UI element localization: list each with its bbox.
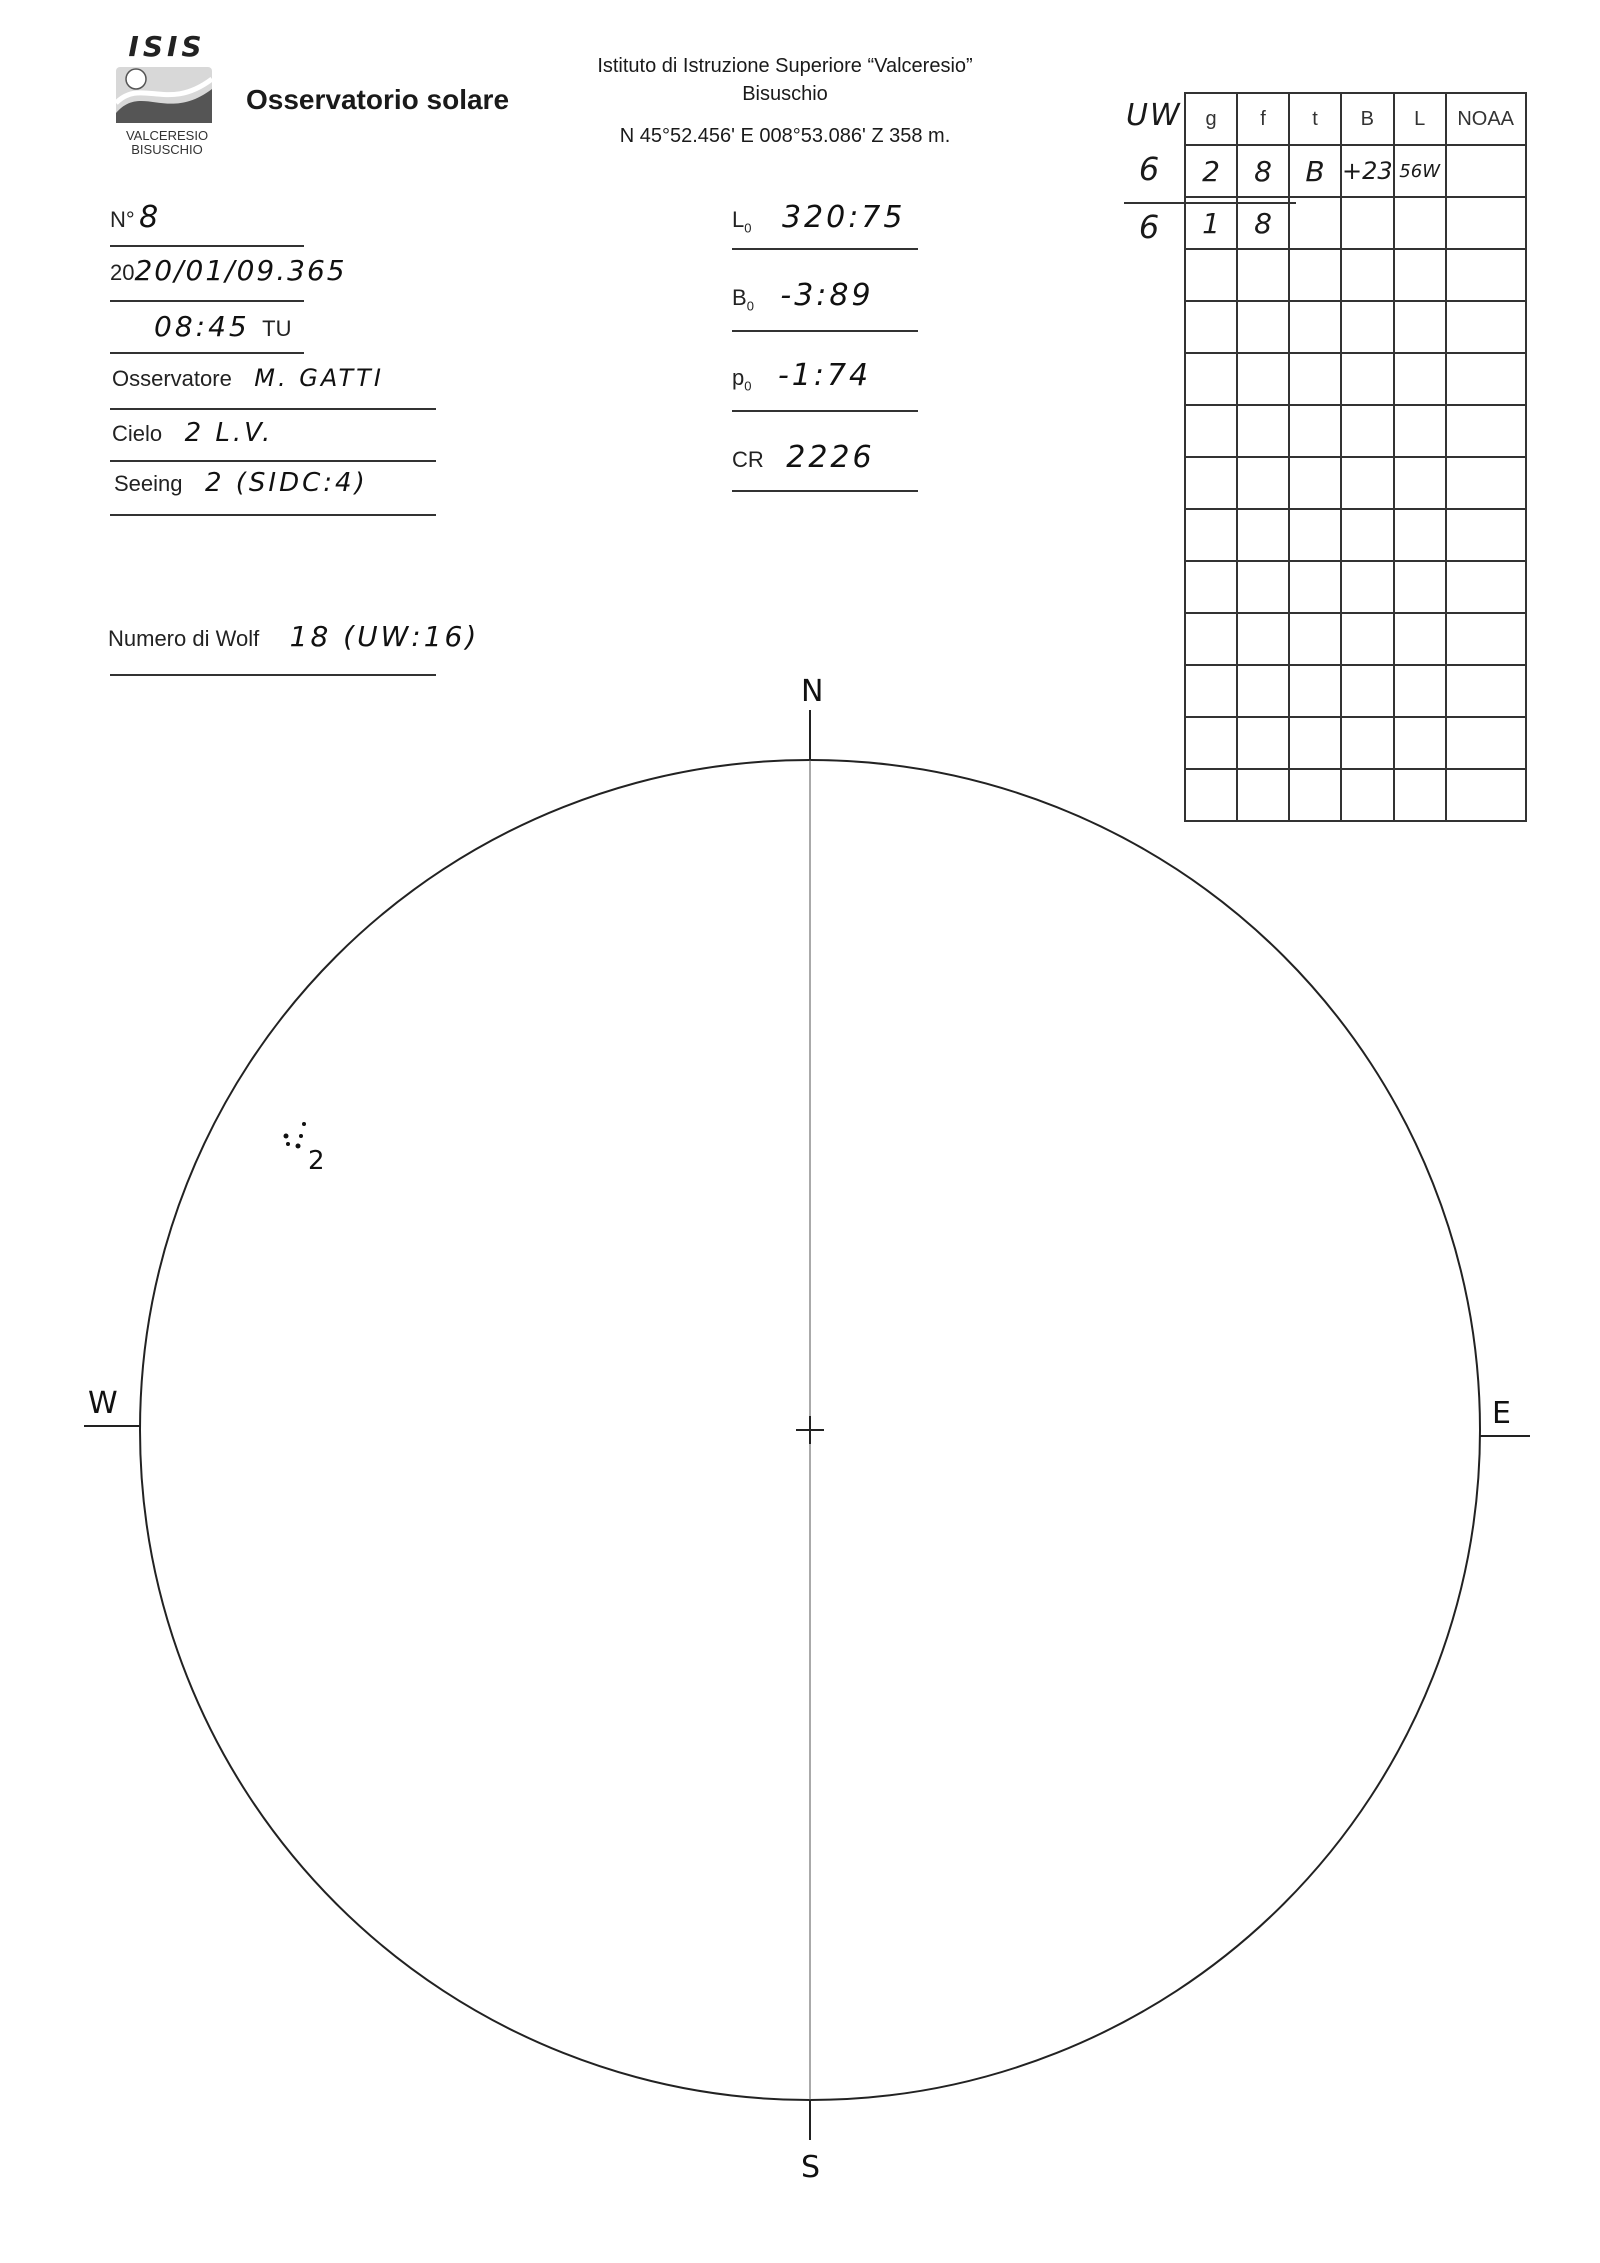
observer-label: Osservatore [112, 366, 232, 391]
wolf-number-value: 18 (UW:16) [289, 620, 480, 653]
date-value: 20/01/09.365 [134, 254, 347, 287]
north-label: N [801, 674, 824, 709]
sunspot-group [284, 1122, 307, 1149]
west-label: W [88, 1386, 118, 1421]
table-cell: 56W [1394, 145, 1446, 197]
time-unit: TU [262, 316, 292, 341]
time-value: 08:45 [154, 310, 250, 343]
wolf-number-label: Numero di Wolf [108, 626, 260, 651]
b0-value: -3:89 [780, 278, 874, 313]
table-cell: B [1289, 145, 1341, 197]
sky-value: 2 L.V. [184, 418, 274, 448]
logo-mark: ISIS [128, 30, 206, 63]
cr-label: CR [732, 447, 764, 472]
sky-label: Cielo [112, 421, 163, 446]
sunspot [296, 1144, 301, 1149]
col-header-f: f [1237, 93, 1289, 145]
table-cell: 8 [1237, 145, 1289, 197]
sunspot [284, 1134, 289, 1139]
seeing-value: 2 (SIDC:4) [204, 468, 368, 498]
logo-town-name: BISUSCHIO [131, 142, 203, 157]
uw-value-row2: 6 [1138, 208, 1160, 246]
l0-value: 320:75 [781, 200, 906, 235]
page-title: Osservatorio solare [246, 84, 510, 115]
cr-value: 2226 [786, 440, 875, 475]
observer-value: M. GATTI [254, 364, 384, 392]
table-cell: 1 [1185, 197, 1237, 249]
uw-value-row1: 6 [1138, 150, 1160, 188]
date-prefix: 20 [110, 260, 135, 285]
col-header-noaa: NOAA [1446, 93, 1526, 145]
report-number-label: N° [110, 207, 135, 232]
seeing-label: Seeing [114, 471, 183, 496]
col-header-g: g [1185, 93, 1237, 145]
p0-value: -1:74 [777, 358, 872, 393]
table-cell: 8 [1237, 197, 1289, 249]
sunspot [286, 1142, 290, 1146]
institute-name: Istituto di Istruzione Superiore “Valceresio” [597, 55, 973, 77]
sunspot-group-label: 2 [308, 1146, 325, 1176]
east-label: E [1492, 1396, 1511, 1431]
institute-town: Bisuschio [742, 83, 828, 105]
sunspot [299, 1134, 303, 1138]
col-header-t: t [1289, 93, 1341, 145]
table-cell: 2 [1185, 145, 1237, 197]
south-label: S [801, 2150, 821, 2185]
institute-coordinates: N 45°52.456' E 008°53.086' Z 358 m. [619, 125, 951, 147]
l0-label: $L_0$ [732, 207, 752, 236]
report-number-value: 8 [139, 200, 162, 235]
logo-school-name: VALCERESIO [125, 128, 209, 143]
col-header-b: B [1341, 93, 1394, 145]
sunspot [302, 1122, 306, 1126]
col-header-l: L [1394, 93, 1446, 145]
table-cell: +23 [1341, 145, 1394, 197]
p0-label: $p_0$ [732, 365, 752, 394]
uw-header: UW [1126, 98, 1182, 133]
b0-label: $B_0$ [732, 285, 754, 314]
